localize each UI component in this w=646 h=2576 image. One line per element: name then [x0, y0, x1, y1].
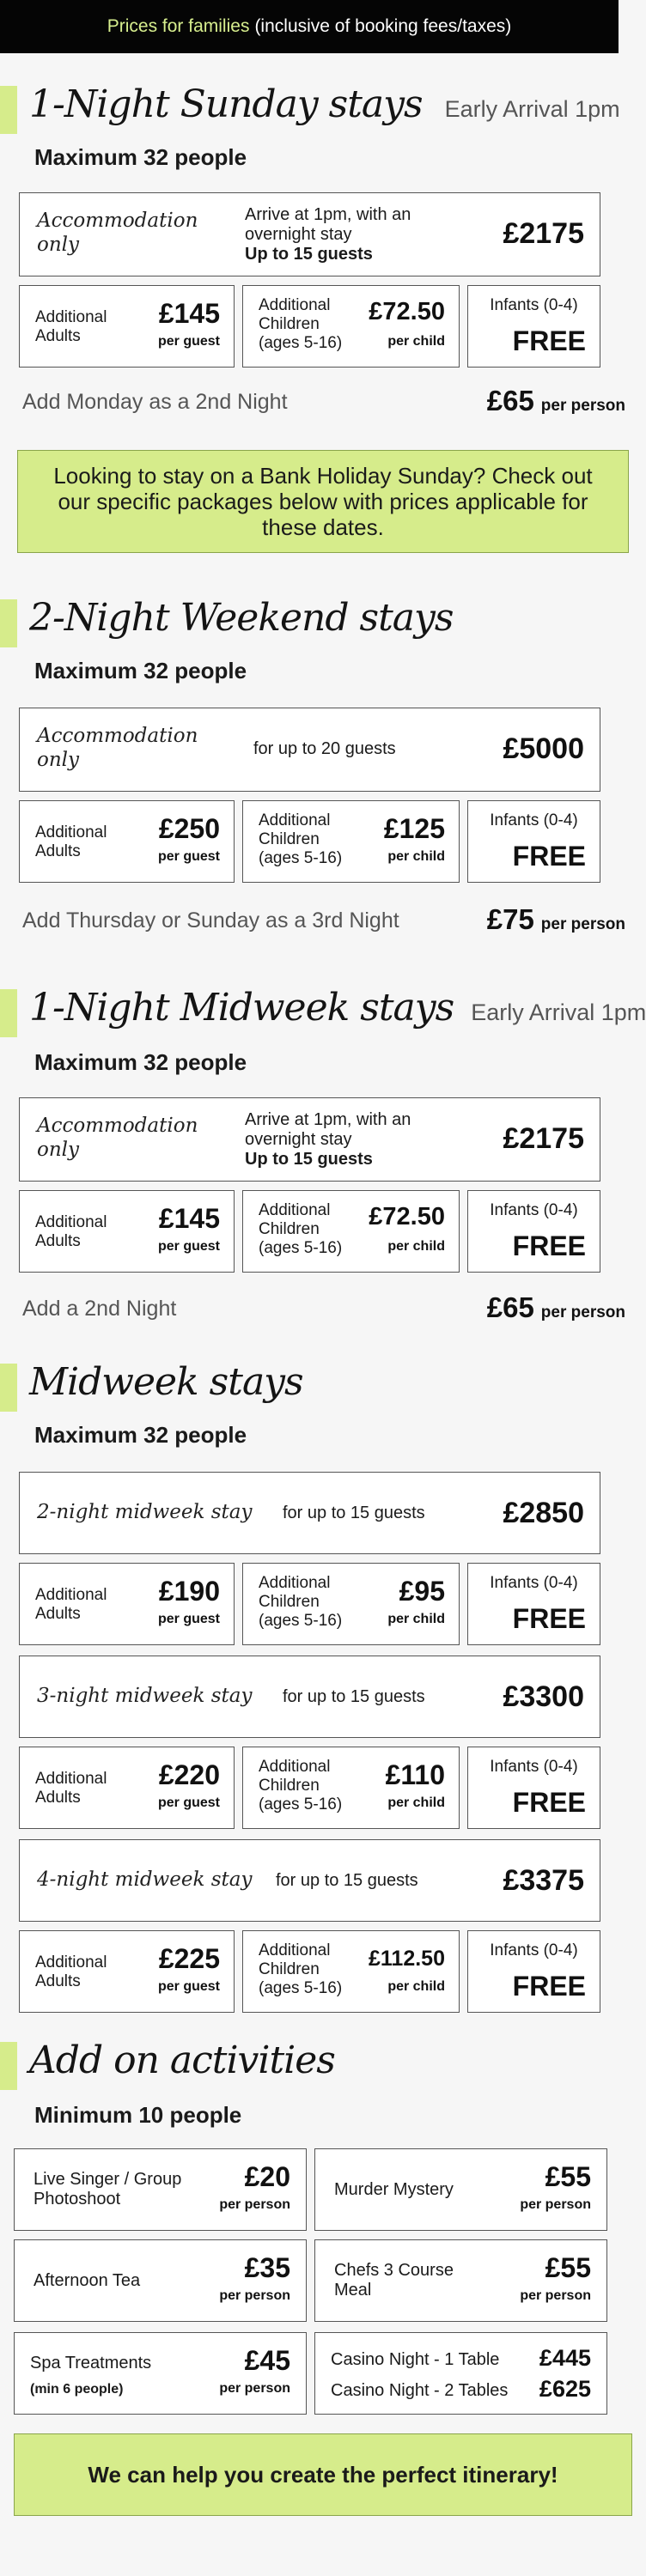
activity-price: £35: [244, 2252, 290, 2283]
add-night-amount: £75: [486, 903, 534, 935]
package-label: 2-night midweek stay: [37, 1501, 253, 1523]
sunday-adults-card: [19, 285, 235, 368]
section-accent-bar: [0, 989, 17, 1037]
activity-card: [14, 2148, 307, 2231]
children-price: £110: [385, 1759, 445, 1790]
accommodation-price: £5000: [503, 732, 584, 765]
add-night-amount: £65: [486, 385, 534, 416]
sunday-accommodation-card: [19, 192, 600, 276]
infants-label: Infants (0-4): [490, 296, 578, 314]
children-label: Additional Children (ages 5-16): [259, 1941, 343, 1997]
sunday-title-text: 1-Night Sunday stays: [29, 82, 423, 126]
package-label: 3-night midweek stay: [37, 1685, 253, 1707]
midweek1-adults-card: [19, 1190, 235, 1273]
weekend-max-people: Maximum 32 people: [34, 658, 247, 683]
pricing-header-bar: [0, 0, 619, 53]
midweek-infants-card: [467, 1930, 600, 2013]
midweek-adults-card: [19, 1747, 235, 1829]
infants-label: Infants (0-4): [490, 1574, 578, 1592]
children-unit: per child: [387, 334, 445, 349]
adults-price: £145: [158, 298, 220, 329]
infants-price: FREE: [512, 1787, 586, 1818]
accommodation-price: £2175: [503, 1122, 584, 1155]
package-price: £3375: [503, 1864, 584, 1897]
activity-price: £55: [545, 2252, 591, 2283]
children-price: £72.50: [369, 298, 445, 325]
casino-card: [314, 2332, 607, 2415]
section-title-activities: Add on activities: [29, 2038, 335, 2082]
activity-unit: per person: [219, 2197, 290, 2212]
sunday-add-night-price: [487, 385, 625, 417]
midweek1-infants-card: [467, 1190, 600, 1273]
children-label: Additional Children (ages 5-16): [259, 1758, 343, 1814]
adults-unit: per guest: [157, 334, 220, 349]
bank-holiday-promo: Looking to stay on a Bank Holiday Sunday? Check out our specific packages below with prices applicable for these dates.: [17, 450, 629, 553]
package-text: for up to 15 guests: [276, 1871, 418, 1890]
itinerary-cta: We can help you create the perfect itinerary!: [14, 2433, 632, 2516]
adults-label: Additional Adults: [35, 308, 107, 345]
midweek1-add-night-label: Add a 2nd Night: [22, 1297, 177, 1321]
activity-card: [14, 2332, 307, 2415]
midweek1-max-people: Maximum 32 people: [34, 1049, 247, 1075]
activity-unit: per person: [520, 2197, 591, 2212]
add-night-amount: £65: [486, 1291, 534, 1323]
activity-label: Live Singer / Group Photoshoot: [34, 2170, 182, 2208]
section-title-midweek-1night: [29, 986, 646, 1030]
adults-label: Additional Adults: [35, 1770, 107, 1807]
infants-label: Infants (0-4): [490, 1941, 578, 1959]
children-price: £72.50: [369, 1203, 445, 1230]
accommodation-details: [245, 205, 442, 264]
add-night-unit: per person: [540, 397, 625, 415]
sunday-children-card: [242, 285, 460, 368]
sunday-infants-card: [467, 285, 600, 368]
activity-label: Murder Mystery: [334, 2180, 454, 2199]
activity-card: [314, 2148, 607, 2231]
children-unit: per child: [387, 1612, 445, 1626]
sunday-subtitle: Early Arrival 1pm: [444, 96, 620, 122]
activity-label: Spa Treatments: [30, 2354, 152, 2372]
infants-label: Infants (0-4): [490, 1758, 578, 1776]
adults-unit: per guest: [157, 1979, 220, 1994]
adults-unit: per guest: [157, 849, 220, 864]
sunday-add-night-label: Add Monday as a 2nd Night: [22, 390, 288, 414]
midweek1-children-card: [242, 1190, 460, 1273]
add-night-unit: per person: [540, 915, 625, 933]
weekend-adults-card: [19, 800, 235, 883]
add-night-unit: per person: [540, 1303, 625, 1321]
midweek-package-card: [19, 1656, 600, 1738]
adults-unit: per guest: [157, 1795, 220, 1810]
activity-label: Chefs 3 Course Meal: [334, 2261, 454, 2300]
activity-card: [14, 2239, 307, 2322]
package-text: for up to 15 guests: [283, 1687, 425, 1706]
children-unit: per child: [387, 1979, 445, 1994]
accommodation-text: for up to 20 guests: [253, 739, 396, 758]
children-unit: per child: [387, 1239, 445, 1254]
activity-price: £20: [244, 2161, 290, 2192]
children-price: £125: [383, 813, 445, 844]
midweek-children-card: [242, 1563, 460, 1645]
children-label: Additional Children (ages 5-16): [259, 811, 343, 867]
midweek-infants-card: [467, 1563, 600, 1645]
children-unit: per child: [387, 849, 445, 864]
adults-price: £190: [158, 1576, 220, 1607]
midweek-children-card: [242, 1747, 460, 1829]
midweek1-subtitle: Early Arrival 1pm: [471, 999, 646, 1025]
package-label: 4-night midweek stay: [37, 1868, 253, 1891]
section-accent-bar: [0, 599, 17, 647]
midweek1-accommodation-card: [19, 1097, 600, 1182]
activity-label: Afternoon Tea: [34, 2271, 141, 2290]
weekend-infants-card: [467, 800, 600, 883]
casino-price: £625: [539, 2376, 591, 2402]
weekend-add-night-price: [487, 903, 625, 936]
infants-price: FREE: [512, 841, 586, 872]
children-price: £95: [399, 1576, 445, 1607]
adults-unit: per guest: [157, 1612, 220, 1626]
infants-label: Infants (0-4): [490, 1201, 578, 1219]
midweek1-add-night-price: [487, 1291, 625, 1324]
accommodation-text: Arrive at 1pm, with an overnight stay: [245, 1110, 411, 1149]
adults-label: Additional Adults: [35, 1586, 107, 1623]
accommodation-details: [245, 1110, 442, 1170]
children-label: Additional Children (ages 5-16): [259, 1201, 343, 1257]
weekend-accommodation-card: [19, 708, 600, 792]
midweek-package-card: [19, 1472, 600, 1554]
activities-min-people: Minimum 10 people: [34, 2102, 242, 2128]
activity-unit: per person: [520, 2288, 591, 2303]
children-label: Additional Children (ages 5-16): [259, 296, 343, 352]
activity-note: (min 6 people): [30, 2382, 124, 2397]
accommodation-text: Arrive at 1pm, with an overnight stay: [245, 205, 411, 244]
midweek-package-card: [19, 1839, 600, 1922]
children-unit: per child: [387, 1795, 445, 1810]
accommodation-label: Accommodation only: [37, 725, 198, 771]
package-price: £3300: [503, 1680, 584, 1713]
activity-unit: per person: [219, 2288, 290, 2303]
section-title-sunday: [29, 82, 620, 126]
children-label: Additional Children (ages 5-16): [259, 1574, 343, 1630]
midweek-adults-card: [19, 1563, 235, 1645]
infants-price: FREE: [512, 325, 586, 356]
section-title-weekend: 2-Night Weekend stays: [29, 596, 454, 640]
adults-unit: per guest: [157, 1239, 220, 1254]
midweek-max-people: Maximum 32 people: [34, 1422, 247, 1448]
adults-price: £220: [158, 1759, 220, 1790]
accommodation-label: Accommodation only: [37, 210, 198, 256]
header-highlight: Prices for families: [107, 16, 250, 36]
section-accent-bar: [0, 2042, 17, 2090]
adults-label: Additional Adults: [35, 1953, 107, 1990]
weekend-add-night-label: Add Thursday or Sunday as a 3rd Night: [22, 908, 399, 933]
header-rest: (inclusive of booking fees/taxes): [254, 16, 512, 36]
activity-price: £55: [545, 2161, 591, 2192]
activity-price: £45: [244, 2345, 290, 2376]
adults-price: £225: [158, 1943, 220, 1974]
sunday-max-people: Maximum 32 people: [34, 144, 247, 170]
adults-label: Additional Adults: [35, 823, 107, 860]
adults-label: Additional Adults: [35, 1213, 107, 1250]
accommodation-guests: Up to 15 guests: [245, 1150, 373, 1169]
activity-unit: per person: [219, 2381, 290, 2396]
accommodation-label: Accommodation only: [37, 1115, 198, 1161]
infants-price: FREE: [512, 1971, 586, 2002]
midweek-infants-card: [467, 1747, 600, 1829]
infants-price: FREE: [512, 1230, 586, 1261]
accommodation-guests: Up to 15 guests: [245, 245, 373, 264]
casino-price: £445: [539, 2345, 591, 2371]
midweek-adults-card: [19, 1930, 235, 2013]
weekend-children-card: [242, 800, 460, 883]
section-accent-bar: [0, 86, 17, 134]
accommodation-price: £2175: [503, 217, 584, 250]
adults-price: £145: [158, 1203, 220, 1234]
activity-card: [314, 2239, 607, 2322]
casino-label: Casino Night - 1 Table: [331, 2350, 500, 2369]
casino-label: Casino Night - 2 Tables: [331, 2381, 509, 2400]
section-title-midweek: Midweek stays: [29, 1360, 303, 1404]
infants-label: Infants (0-4): [490, 811, 578, 829]
adults-price: £250: [158, 813, 220, 844]
children-price: £112.50: [369, 1947, 445, 1971]
midweek-children-card: [242, 1930, 460, 2013]
midweek1-title-text: 1-Night Midweek stays: [29, 986, 454, 1030]
package-price: £2850: [503, 1497, 584, 1529]
package-text: for up to 15 guests: [283, 1504, 425, 1522]
infants-price: FREE: [512, 1603, 586, 1634]
section-accent-bar: [0, 1364, 17, 1412]
